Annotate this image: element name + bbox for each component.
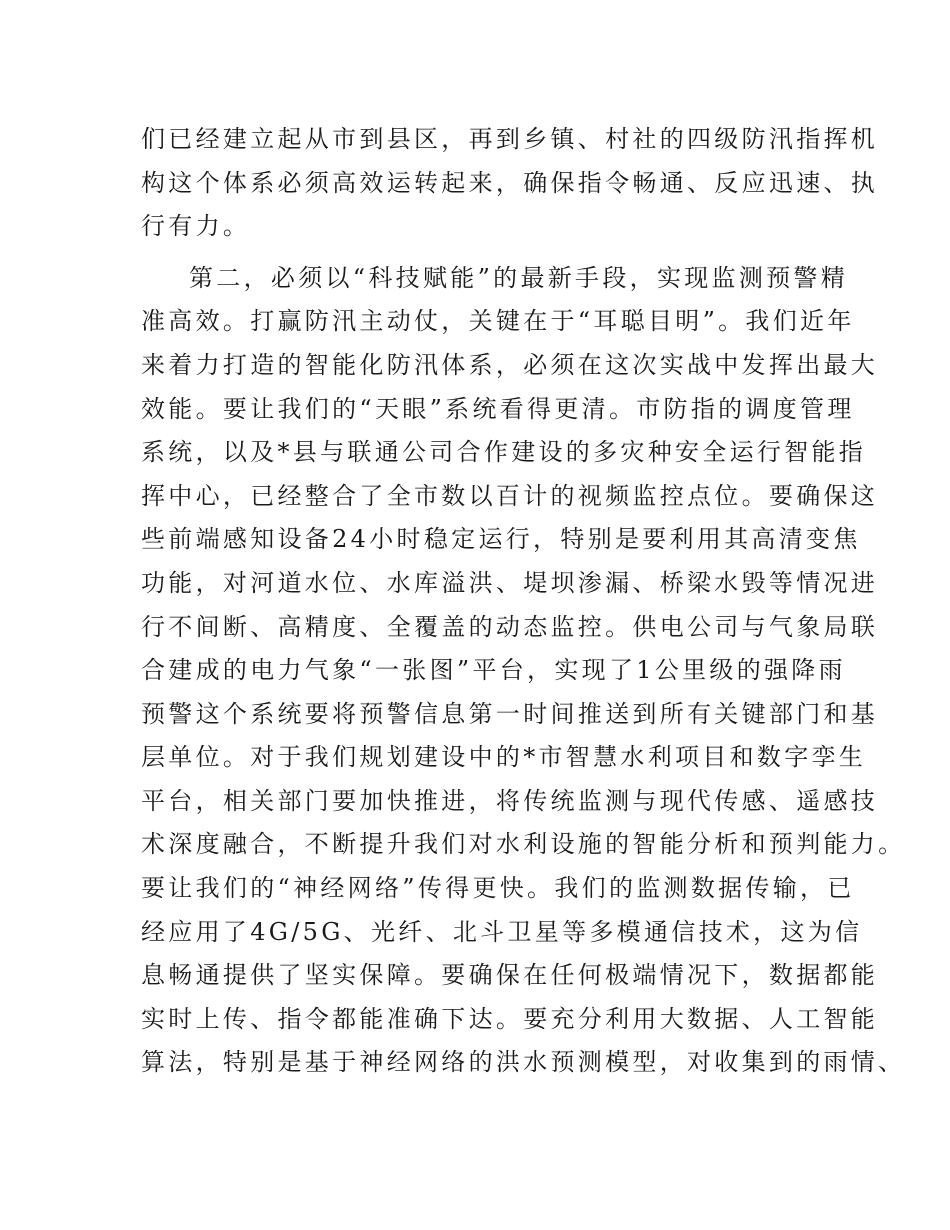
text-line: 实时上传、指令都能准确下达。要充分利用大数据、人工智能 [141,1005,879,1033]
text-line: 效能。要让我们的“天眼”系统看得更清。市防指的调度管理 [141,395,855,423]
text-line: 合建成的电力气象“一张图”平台，实现了1公里级的强降雨 [141,656,846,684]
text-line: 来着力打造的智能化防汛体系，必须在这次实战中发挥出最大 [141,351,879,379]
text-line: 们已经建立起从市到县区，再到乡镇、村社的四级防汛指挥机 [141,125,879,153]
paragraph-start-line: 第二，必须以“科技赋能”的最新手段，实现监测预警精 [189,264,849,292]
text-line: 行有力。 [141,212,251,240]
text-line: 系统，以及*县与联通公司合作建设的多灾种安全运行智能指 [141,438,867,466]
text-line: 层单位。对于我们规划建设中的*市智慧水利项目和数字孪生 [141,743,867,771]
text-line: 息畅通提供了坚实保障。要确保在任何极端情况下，数据都能 [141,961,879,989]
text-line: 行不间断、高精度、全覆盖的动态监控。供电公司与气象局联 [141,613,879,641]
text-line: 些前端感知设备24小时稳定运行，特别是要利用其高清变焦 [141,525,861,553]
text-line: 算法，特别是基于神经网络的洪水预测模型，对收集到的雨情、 [141,1048,906,1076]
text-line: 术深度融合，不断提升我们对水利设施的智能分析和预判能力。 [141,830,906,858]
text-line: 要让我们的“神经网络”传得更快。我们的监测数据传输，已 [141,874,855,902]
text-line: 经应用了4G/5G、光纤、北斗卫星等多模通信技术，这为信 [141,918,863,946]
text-line: 构这个体系必须高效运转起来，确保指令畅通、反应迅速、执 [141,169,879,197]
text-line: 平台，相关部门要加快推进，将传统监测与现代传感、遥感技 [141,787,879,815]
text-line: 功能，对河道水位、水库溢洪、堤坝渗漏、桥梁水毁等情况进 [141,569,879,597]
text-line: 挥中心，已经整合了全市数以百计的视频监控点位。要确保这 [141,482,879,510]
text-line: 预警这个系统要将预警信息第一时间推送到所有关键部门和基 [141,700,879,728]
text-line: 准高效。打赢防汛主动仗，关键在于“耳聪目明”。我们近年 [141,307,855,335]
